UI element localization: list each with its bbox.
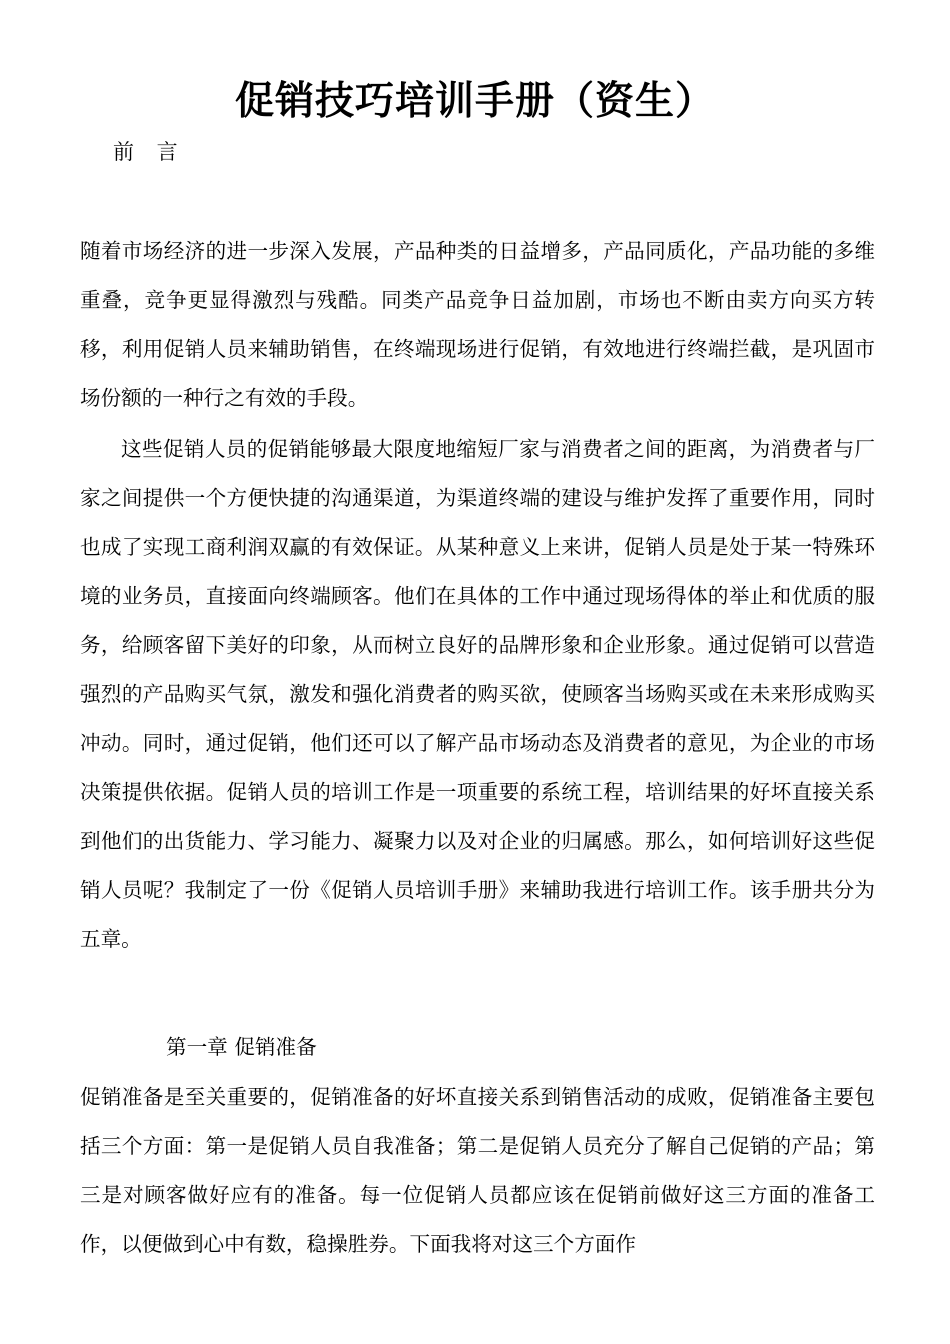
chapter-heading: 第一章 促销准备 bbox=[166, 1035, 317, 1059]
preface-heading: 前 言 bbox=[113, 140, 186, 164]
paragraph: 随着市场经济的进一步深入发展，产品种类的日益增多，产品同质化，产品功能的多维重叠，竞争更显得激烈与残酷。同类产品竞争日益加剧，市场也不断由卖方向买方转移，利用促销人员来辅助销售，在终端现场进行促销，有效地进行终端拦截，是巩固市场份额的一种行之有效的手段。 bbox=[80, 239, 875, 410]
paragraph: 这些促销人员的促销能够最大限度地缩短厂家与消费者之间的距离，为消费者与厂家之间提供一个方便快捷的沟通渠道，为渠道终端的建设与维护发挥了重要作用，同时也成了实现工商利润双赢的有效保证。从某种意义上来讲，促销人员是处于某一特殊环境的业务员，直接面向终端顾客。他们在具体的工作中通过现场得体的举止和优质的服务，给顾客留下美好的印象，从而树立良好的品牌形象和企业形象。通过促销可以营造强烈的产品购买气氛，激发和强化消费者的购买欲，使顾客当场购买或在未来形成购买冲动。同时，通过促销，他们还可以了解产品市场动态及消费者的意见，为企业的市场决策提供依据。促销人员的培训工作是一项重要的系统工程，培训结果的好坏直接关系到他们的出货能力、学习能力、凝聚力以及对企业的归属感。那么，如何培训好这些促销人员呢？我制定了一份《促销人员培训手册》来辅助我进行培训工作。该手册共分为五章。 bbox=[80, 437, 875, 951]
chapter-paragraph: 促销准备是至关重要的，促销准备的好坏直接关系到销售活动的成败，促销准备主要包括三个方面：第一是促销人员自我准备；第二是促销人员充分了解自己促销的产品；第三是对顾客做好应有的准备。每一位促销人员都应该在促销前做好这三方面的准备工作，以便做到心中有数，稳操胜券。下面我将对这三个方面作 bbox=[80, 1085, 875, 1256]
document-title: 促销技巧培训手册（资生） bbox=[234, 79, 715, 124]
